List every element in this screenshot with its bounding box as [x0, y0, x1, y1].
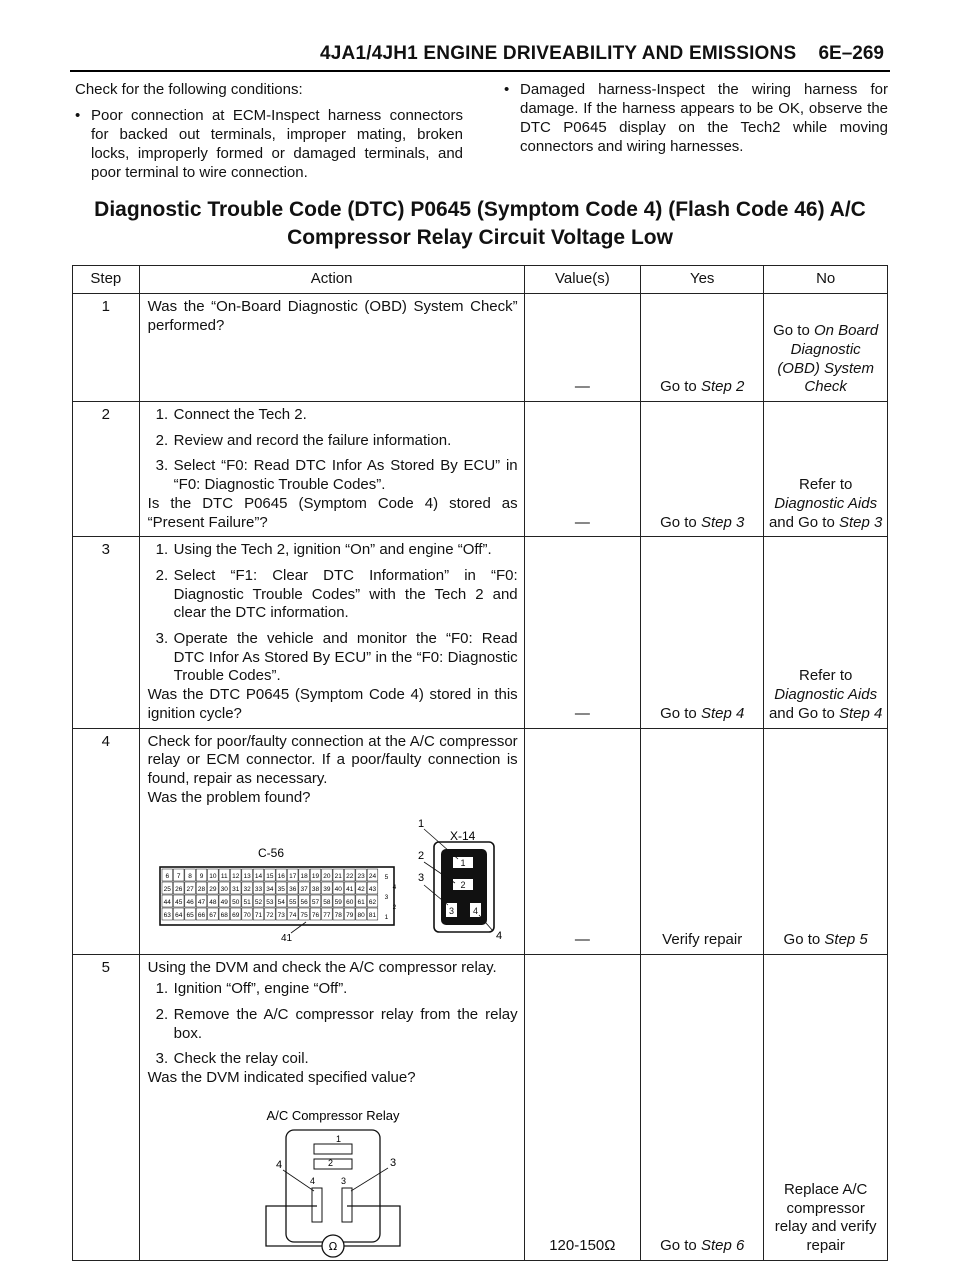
- ecm-pin-number: 65: [186, 912, 194, 920]
- page-number: 6E–269: [818, 43, 884, 64]
- yes-link[interactable]: Step 6: [700, 1237, 745, 1255]
- terminal-3-num: 3: [448, 906, 454, 917]
- ecm-side-pin-number: 5: [384, 874, 388, 882]
- ecm-pin-number: 73: [277, 912, 285, 920]
- relay-pin-3-num: 3: [340, 1175, 346, 1186]
- ecm-pin-number: 33: [254, 886, 262, 894]
- diagnostic-table: [72, 265, 888, 1261]
- relay-pin-3: [342, 1188, 352, 1222]
- ecm-pin-number: 52: [254, 899, 262, 907]
- connector-diagram: [148, 807, 518, 945]
- action-step-item: 1. Ignition “Off”, engine “Off”.: [155, 980, 348, 998]
- step-number: 4: [73, 728, 140, 954]
- ecm-pin-number: 54: [277, 899, 285, 907]
- dtc-title-line-1: Diagnostic Trouble Code (DTC) P0645 (Symptom Code 4) (Flash Code 46) A/C: [94, 198, 866, 221]
- intro-left-column: [75, 80, 463, 182]
- yes-cell: Go to Step 6: [641, 954, 764, 1260]
- header-yes: Yes: [641, 266, 764, 294]
- ohm-icon: Ω: [328, 1239, 337, 1253]
- table-row: [73, 402, 888, 537]
- no-link-diagnostic-aids[interactable]: Diagnostic Aids: [774, 494, 878, 512]
- ecm-pin-number: 32: [243, 886, 251, 894]
- ecm-pin-number: 38: [311, 886, 319, 894]
- step-number: 1: [73, 294, 140, 402]
- question-text: Was the DVM indicated specified value?: [147, 1069, 416, 1087]
- no-cell: Refer to Diagnostic Aids and Go to Step 4: [764, 537, 888, 728]
- action-text: Check for poor/faulty connection at the A/C compressor relay or ECM connector. If a poor/faulty connection is found, repair as necessary.: [147, 732, 518, 787]
- ecm-pin-number: 37: [300, 886, 308, 894]
- ecm-pin-number: 64: [174, 912, 182, 920]
- ecm-pin-number: 78: [334, 912, 342, 920]
- action-cell: [139, 294, 524, 402]
- ecm-pin-number: 17: [288, 873, 296, 881]
- relay-pin-2-num: 2: [327, 1157, 333, 1168]
- value-cell: —: [524, 537, 640, 728]
- ecm-pin-number: 11: [220, 873, 228, 881]
- ecm-pin-number: 15: [265, 873, 274, 881]
- ecm-pin-number: 76: [311, 912, 319, 920]
- ecm-pin-number: 58: [322, 899, 331, 907]
- terminal-4-num: 4: [472, 906, 478, 917]
- ecm-pin-number: 39: [322, 886, 331, 894]
- no-link-step[interactable]: Step 3: [839, 513, 883, 531]
- ecm-pin-number: 81: [368, 912, 376, 920]
- ecm-pin-number: 56: [300, 899, 308, 907]
- ecm-pin-number: 43: [368, 886, 376, 894]
- yes-link[interactable]: Step 2: [700, 378, 745, 396]
- action-step-item: 1. Connect the Tech 2.: [155, 406, 307, 423]
- ecm-pin-number: 70: [243, 912, 251, 920]
- ecm-pin-number: 55: [288, 899, 296, 907]
- action-cell: [139, 537, 524, 728]
- callout-3: 3: [417, 872, 424, 885]
- callout-2: 2: [417, 850, 424, 863]
- ecm-pin-number: 72: [265, 912, 274, 920]
- relay-connector-label: X-14: [449, 829, 476, 844]
- value-cell: —: [524, 728, 640, 954]
- question-text: Was the DTC P0645 (Symptom Code 4) stored in this ignition cycle?: [147, 686, 518, 722]
- header-step: Step: [73, 266, 140, 294]
- step-number: 2: [73, 402, 140, 537]
- intro-bullet-connection: • Poor connection at ECM-Inspect harness connectors for backed out terminals, improper mating, broken locks, improperly formed or damaged terminals, and poor terminal to wire connection.: [75, 106, 463, 182]
- callout-4: 4: [275, 1158, 282, 1171]
- ecm-pin-number: 53: [265, 899, 274, 907]
- ecm-pin-number: 8: [187, 873, 192, 881]
- action-text: Using the DVM and check the A/C compressor relay.: [147, 958, 497, 976]
- ecm-pin-number: 75: [300, 912, 308, 920]
- value-cell: —: [524, 402, 640, 537]
- yes-link[interactable]: Step 4: [700, 704, 745, 722]
- ecm-pin-number: 80: [357, 912, 365, 920]
- action-cell: [139, 402, 524, 537]
- ecm-pin-number: 26: [174, 886, 182, 894]
- ecm-connector-label: C-56: [257, 846, 284, 861]
- no-cell: Replace A/C compressor relay and verify repair: [764, 954, 888, 1260]
- ecm-pin-number: 41: [345, 886, 353, 894]
- ecm-pin-number: 12: [231, 873, 239, 881]
- ecm-pin-number: 66: [197, 912, 205, 920]
- ecm-pin-number: 19: [311, 873, 319, 881]
- table-row: [73, 537, 888, 728]
- ecm-pin-number: 28: [197, 886, 205, 894]
- table-row: [73, 954, 888, 1260]
- no-prefix: Refer to: [798, 667, 853, 685]
- page-header: [70, 40, 890, 72]
- relay-pin-1: [314, 1144, 352, 1154]
- action-step-item: 1. Using the Tech 2, ignition “On” and engine “Off”.: [155, 541, 492, 559]
- ecm-pin-number: 77: [322, 912, 331, 920]
- terminal-1-num: 1: [460, 858, 466, 869]
- ecm-pin-number: 71: [254, 912, 262, 920]
- no-prefix: Go to: [773, 322, 814, 340]
- ecm-side-pin-number: 2: [392, 904, 396, 912]
- ecm-pin-number: 34: [265, 886, 274, 894]
- ecm-pin-number: 22: [345, 873, 353, 881]
- table-header-row: [73, 266, 888, 294]
- header-values: Value(s): [524, 266, 640, 294]
- relay-pin-4-num: 4: [309, 1175, 315, 1186]
- table-row: [73, 294, 888, 402]
- ecm-pin-number: 57: [311, 899, 319, 907]
- no-link[interactable]: On Board Diagnostic (OBD) System Check: [777, 322, 879, 396]
- ecm-pin-number: 46: [186, 899, 194, 907]
- ecm-pin-number: 10: [208, 873, 217, 881]
- callout-4: 4: [495, 930, 502, 943]
- ecm-pin-number: 68: [220, 912, 228, 920]
- action-step-item: 3. Select “F0: Read DTC Infor As Stored By ECU” in “F0: Diagnostic Trouble Codes”.: [155, 457, 518, 494]
- pin41-label: 41: [280, 933, 292, 945]
- dtc-title-line-2: Compressor Relay Circuit Voltage Low: [287, 226, 673, 249]
- ecm-pin-number: 62: [368, 899, 376, 907]
- relay-diagram: [148, 1096, 518, 1256]
- yes-cell: Go to Step 4: [641, 537, 764, 728]
- ecm-pin-number: 16: [277, 873, 285, 881]
- ecm-pin-number: 18: [300, 873, 308, 881]
- ecm-side-pin-number: 4: [392, 884, 396, 892]
- no-cell: Refer to Diagnostic Aids and Go to Step 3: [764, 402, 888, 537]
- yes-prefix: Go to: [660, 378, 701, 396]
- relay-body: [286, 1130, 380, 1242]
- ecm-pin-number: 59: [334, 899, 342, 907]
- value-cell: 120-150Ω: [524, 954, 640, 1260]
- ecm-pin-number: 13: [243, 873, 251, 881]
- ecm-pin-number: 21: [334, 873, 342, 881]
- ecm-pin-number: 47: [197, 899, 205, 907]
- intro-right-column: [504, 80, 888, 156]
- callout-3-leader: [351, 1168, 388, 1191]
- ecm-pin-number: 36: [288, 886, 296, 894]
- ecm-pin-number: 20: [322, 873, 331, 881]
- pin41-leader: [291, 922, 306, 933]
- action-step-item: 3. Check the relay coil.: [155, 1050, 309, 1068]
- value-cell: —: [524, 294, 640, 402]
- step-number: 5: [73, 954, 140, 1260]
- ecm-pin-number: 25: [163, 886, 171, 894]
- ecm-pin-number: 40: [334, 886, 342, 894]
- ecm-pin-number: 67: [208, 912, 217, 920]
- action-step-item: 3. Operate the vehicle and monitor the “F0: Read DTC Infor As Stored By ECU” in the “F0: Diagnostic Trouble Codes”.: [155, 630, 518, 685]
- ecm-pin-number: 44: [163, 899, 171, 907]
- ecm-pin-number: 24: [368, 873, 376, 881]
- ecm-pin-number: 45: [174, 899, 182, 907]
- no-cell: Go to Step 5: [764, 728, 888, 954]
- ecm-pin-number: 51: [243, 899, 251, 907]
- question-text: Was the “On-Board Diagnostic (OBD) System Check” performed?: [147, 298, 518, 334]
- intro-bullet-harness: • Damaged harness-Inspect the wiring harness for damage. If the harness appears to be OK, observe the DTC P0645 display on the Tech2 while moving connectors and wiring harnesses.: [504, 80, 888, 156]
- ecm-side-pin-number: 1: [384, 914, 388, 922]
- header-action: Action: [139, 266, 524, 294]
- action-step-item: 2. Review and record the failure information.: [155, 431, 452, 449]
- yes-link[interactable]: Step 3: [700, 513, 745, 531]
- action-steps: [148, 541, 518, 686]
- ecm-pin-number: 63: [163, 912, 171, 920]
- ecm-pin-number: 50: [231, 899, 239, 907]
- question-text: Was the problem found?: [147, 788, 311, 806]
- relay-pin-4: [312, 1188, 322, 1222]
- ecm-pin-number: 60: [345, 899, 353, 907]
- ecm-pin-grid: [162, 869, 397, 921]
- no-prefix: Refer to: [798, 476, 853, 494]
- action-steps: [148, 406, 518, 495]
- step-number: 3: [73, 537, 140, 728]
- action-steps: [148, 980, 518, 1069]
- ecm-pin-number: 30: [220, 886, 228, 894]
- ecm-pin-number: 79: [345, 912, 353, 920]
- ecm-pin-number: 27: [186, 886, 194, 894]
- no-cell: [764, 294, 888, 402]
- ecm-pin-number: 61: [357, 899, 365, 907]
- callout-3: 3: [389, 1156, 396, 1169]
- manual-section-title: 4JA1/4JH1 ENGINE DRIVEABILITY AND EMISSIONS: [320, 43, 797, 64]
- intro-lead: Check for the following conditions:: [75, 81, 303, 98]
- ecm-pin-number: 42: [357, 886, 365, 894]
- action-step-item: 2. Remove the A/C compressor relay from the relay box.: [155, 1005, 518, 1042]
- yes-cell: [641, 294, 764, 402]
- callout-1: 1: [417, 818, 424, 831]
- action-cell: [139, 954, 524, 1260]
- ecm-pin-number: 14: [254, 873, 262, 881]
- question-text: Is the DTC P0645 (Symptom Code 4) stored as “Present Failure”?: [147, 494, 518, 531]
- ecm-pin-number: 69: [231, 912, 239, 920]
- yes-cell: Verify repair: [641, 728, 764, 954]
- meter-lead-left: [266, 1206, 322, 1246]
- ecm-pin-number: 49: [220, 899, 228, 907]
- action-step-item: 2. Select “F1: Clear DTC Information” in “F0: Diagnostic Trouble Codes” with the Tech 2 and clear the DTC information.: [155, 566, 518, 622]
- yes-cell: Go to Step 3: [641, 402, 764, 537]
- no-link-diagnostic-aids[interactable]: Diagnostic Aids: [774, 686, 878, 704]
- ecm-pin-number: 6: [165, 873, 169, 881]
- table-row: [73, 728, 888, 954]
- no-link-step[interactable]: Step 4: [839, 704, 883, 722]
- terminal-2-num: 2: [460, 880, 466, 891]
- ecm-pin-number: 9: [199, 873, 203, 881]
- relay-pin-1-num: 1: [335, 1133, 341, 1144]
- relay-diagram-title: A/C Compressor Relay: [266, 1107, 400, 1123]
- ecm-pin-number: 74: [288, 912, 296, 920]
- ecm-pin-number: 7: [176, 873, 181, 881]
- ecm-pin-number: 29: [208, 886, 217, 894]
- ecm-pin-number: 35: [277, 886, 285, 894]
- ecm-pin-number: 48: [208, 899, 217, 907]
- no-link[interactable]: Step 5: [824, 930, 868, 948]
- header-no: No: [764, 266, 888, 294]
- dtc-title: [70, 196, 890, 252]
- ecm-pin-number: 31: [231, 886, 239, 894]
- action-cell: [139, 728, 524, 954]
- ecm-side-pin-number: 3: [384, 894, 388, 902]
- ecm-pin-number: 23: [357, 873, 365, 881]
